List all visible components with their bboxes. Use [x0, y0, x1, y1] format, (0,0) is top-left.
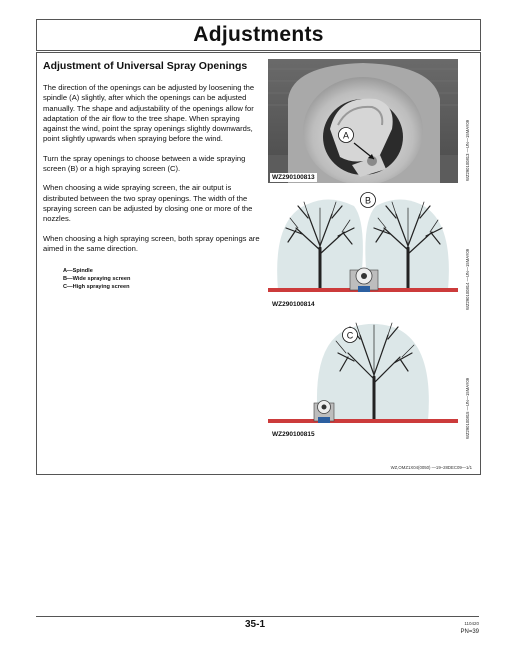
- figure-high-screen: [268, 317, 458, 441]
- paragraph-3: When choosing a wide spraying screen, the air output is distributed between the two spray openings. The width of the spraying screen can be adjusted by closing one or more of the nozzles.: [43, 183, 253, 224]
- callout-b: B: [364, 195, 372, 206]
- figure-3-id: WZ290100815: [272, 431, 315, 438]
- section-box: [36, 52, 481, 475]
- figure-2-side-code: WZ290100814 —UN—15MAY09: [465, 248, 470, 310]
- callout-a: A: [342, 130, 350, 141]
- title-box: [36, 19, 481, 51]
- footer-pn: PN=39: [460, 629, 479, 635]
- document-reference: WZ,OMZ1X04(0050) —19–28DEC09—1/1: [390, 465, 472, 470]
- figure-2-id: WZ290100814: [272, 301, 315, 308]
- callout-c: C: [346, 330, 354, 341]
- body-text: [43, 83, 261, 292]
- sprayer-photo-image: [268, 59, 458, 183]
- legend-item-c: C—High spraying screen: [63, 283, 130, 290]
- paragraph-4: When choosing a high spraying screen, both spray openings are aimed in the same direction.: [43, 233, 260, 253]
- high-screen-image: [268, 317, 458, 441]
- page-title: Adjustments: [193, 23, 324, 46]
- legend: [43, 268, 261, 291]
- legend-item-b: B—Wide spraying screen: [63, 275, 131, 282]
- figure-sprayer-photo: [268, 59, 458, 183]
- figure-wide-screen: [268, 188, 458, 312]
- legend-item-a: A—Spindle: [63, 268, 93, 275]
- footer-date: 110420: [464, 621, 479, 626]
- page-number: 35-1: [244, 619, 265, 630]
- figure-3-side-code: WZ290100815 —UN—15MAY09: [465, 377, 470, 439]
- footer-divider: [36, 616, 479, 617]
- figure-1-side-code: WZ290100813 —UN—15MAY09: [465, 119, 470, 181]
- figure-1-id: WZ290100813: [272, 174, 315, 181]
- section-heading: Adjustment of Universal Spray Openings: [43, 60, 248, 72]
- paragraph-1: The direction of the openings can be adjusted by loosening the spindle (A) slightly, after which the openings can be adjusted manually. The shape and adjustability of the openings allow for adaptation of the air flow to the tree shape. When spraying against the wind, point the spray openings slightly downwards, point slightly upwards when spraying before the wind.: [43, 83, 255, 144]
- paragraph-2: Turn the spray openings to choose between a wide spraying screen (B) or a high spraying screen (C).: [43, 153, 246, 174]
- wide-screen-image: [268, 188, 458, 312]
